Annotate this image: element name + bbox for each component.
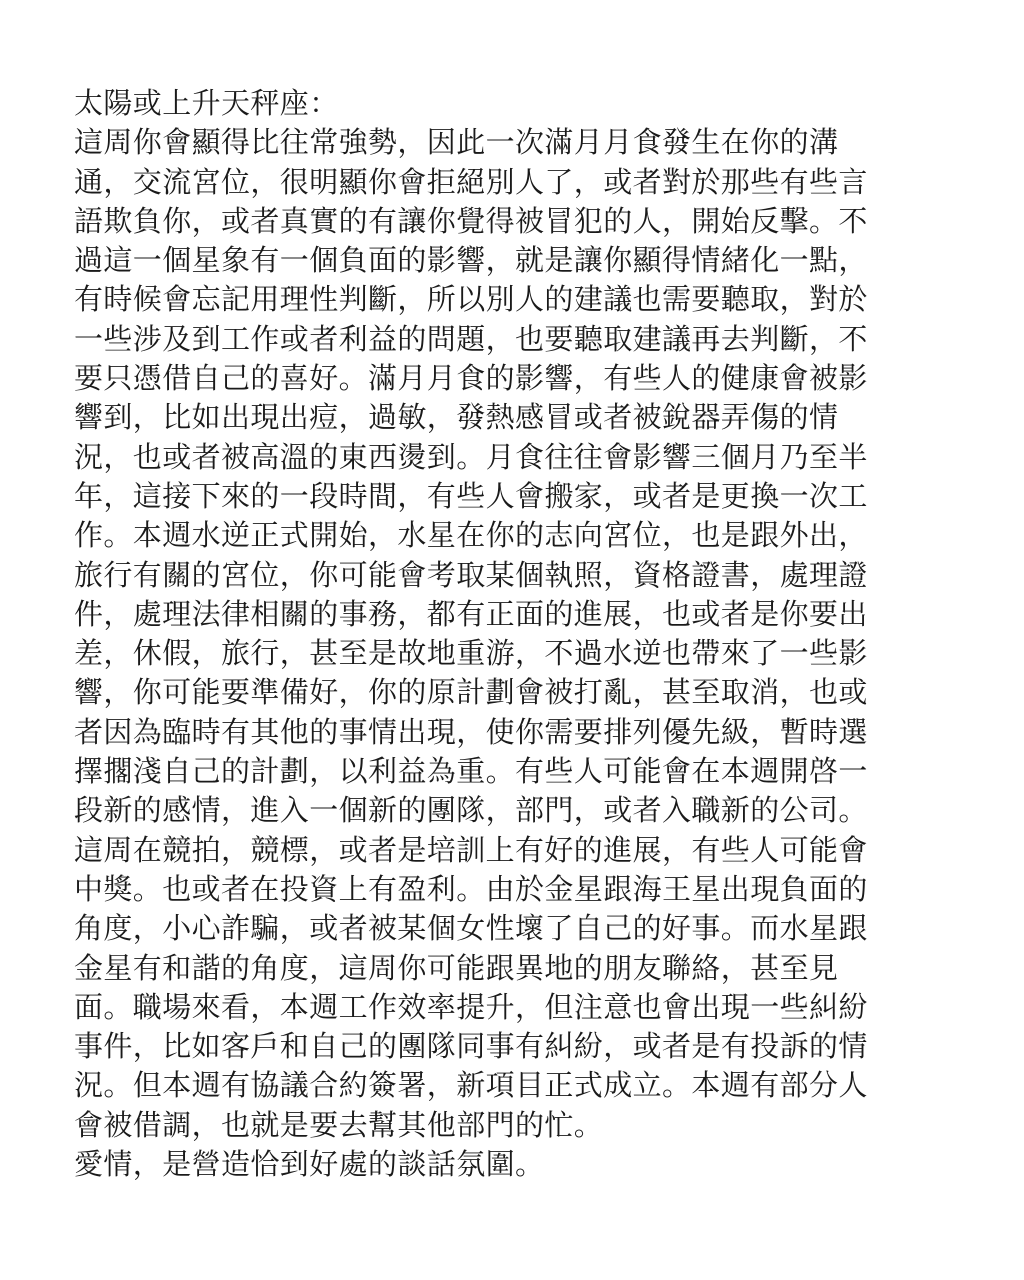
horoscope-text-block xyxy=(74,84,954,1184)
text-line: 語欺負你，或者真實的有讓你覺得被冒犯的人，開始反擊。不 xyxy=(74,203,868,238)
text-line: 有時候會忘記用理性判斷，所以別人的建議也需要聽取，對於 xyxy=(74,282,868,317)
text-line: 者因為臨時有其他的事情出現，使你需要排列優先級，暫時選 xyxy=(74,714,868,749)
text-line: 旅行有關的宮位，你可能會考取某個執照，資格證書，處理證 xyxy=(74,557,868,592)
heading-line: 太陽或上升天秤座： xyxy=(74,86,339,120)
text-line: 這周在競拍，競標，或者是培訓上有好的進展，有些人可能會 xyxy=(74,832,868,867)
text-line: 擇擱淺自己的計劃，以利益為重。有些人可能會在本週開啓一 xyxy=(74,754,868,789)
text-line: 這周你會顯得比往常強勢，因此一次滿月月食發生在你的溝 xyxy=(74,125,839,160)
text-line: 件，處理法律相關的事務，都有正面的進展，也或者是你要出 xyxy=(74,596,868,631)
text-line: 響到，比如出現出痘，過敏，發熱感冒或者被銳器弄傷的情 xyxy=(74,400,839,435)
text-line: 年，這接下來的一段時間，有些人會搬家，或者是更換一次工 xyxy=(74,478,868,513)
text-line: 差，休假，旅行，甚至是故地重游，不過水逆也帶來了一些影 xyxy=(74,636,868,671)
text-line: 角度，小心詐騙，或者被某個女性壞了自己的好事。而水星跟 xyxy=(74,911,868,946)
text-line: 中獎。也或者在投資上有盈利。由於金星跟海王星出現負面的 xyxy=(74,871,868,906)
love-line: 愛情，是營造恰到好處的談話氛圍。 xyxy=(74,1147,545,1182)
text-line: 況，也或者被高溫的東西燙到。月食往往會影響三個月乃至半 xyxy=(74,439,868,474)
text-line: 況。但本週有協議合約簽署，新項目正式成立。本週有部分人 xyxy=(74,1068,868,1103)
text-line: 作。本週水逆正式開始，水星在你的志向宮位，也是跟外出， xyxy=(74,518,868,553)
text-line: 一些涉及到工作或者利益的問題，也要聽取建議再去判斷，不 xyxy=(74,321,868,356)
text-line: 過這一個星象有一個負面的影響，就是讓你顯得情緒化一點， xyxy=(74,243,868,278)
text-line: 金星有和諧的角度，這周你可能跟異地的朋友聯絡，甚至見 xyxy=(74,950,839,985)
text-line: 面。職場來看，本週工作效率提升，但注意也會出現一些糾紛 xyxy=(74,989,868,1024)
text-line: 響，你可能要準備好，你的原計劃會被打亂，甚至取消，也或 xyxy=(74,675,868,710)
text-line: 通，交流宮位，很明顯你會拒絕別人了，或者對於那些有些言 xyxy=(74,164,868,199)
text-line: 段新的感情，進入一個新的團隊，部門，或者入職新的公司。 xyxy=(74,793,868,828)
text-line: 事件，比如客戶和自己的團隊同事有糾紛，或者是有投訴的情 xyxy=(74,1029,868,1064)
text-line: 要只憑借自己的喜好。滿月月食的影響，有些人的健康會被影 xyxy=(74,361,868,396)
text-line: 會被借調，也就是要去幫其他部門的忙。 xyxy=(74,1107,604,1142)
